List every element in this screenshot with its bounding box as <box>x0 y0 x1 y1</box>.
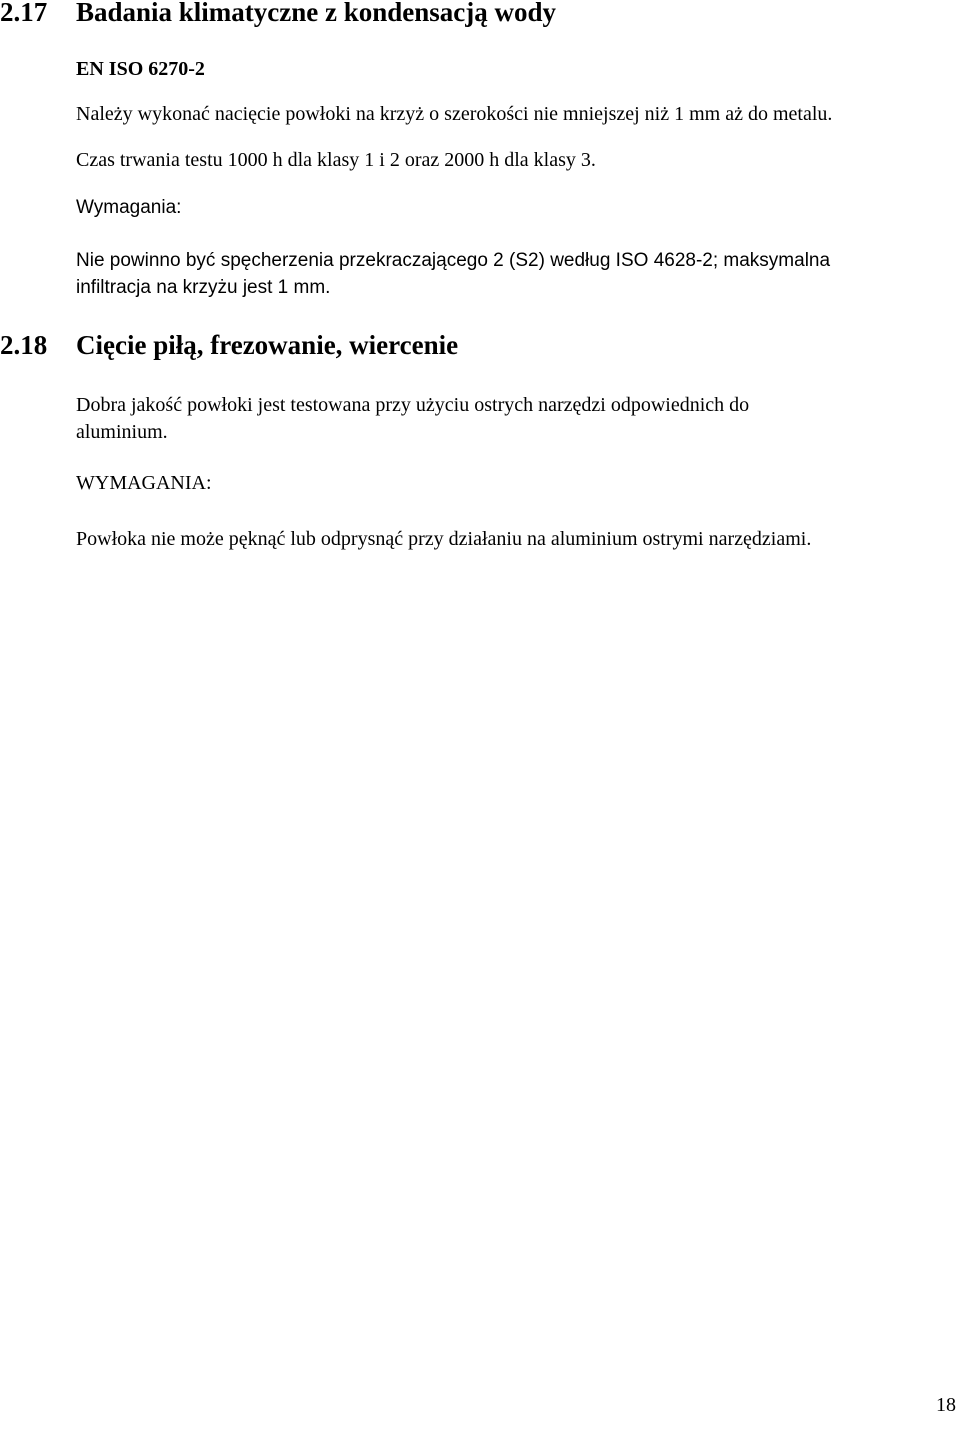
requirements-text-line: Nie powinno być spęcherzenia przekraczającego 2 (S2) według ISO 4628-2; maksymalna <box>76 250 831 271</box>
page-number: 18 <box>936 1394 956 1416</box>
section-title: Badania klimatyczne z kondensacją wody <box>76 0 557 27</box>
requirements-text: Powłoka nie może pęknąć lub odprysnąć przy działaniu na aluminium ostrymi narzędziami. <box>76 528 812 550</box>
section-heading-2-17 <box>0 0 700 28</box>
paragraph-line: Dobra jakość powłoki jest testowana przy użyciu ostrych narzędzi odpowiednich do <box>76 394 750 416</box>
section-heading-2-18 <box>0 329 700 361</box>
section-number: 2.17 <box>0 0 48 27</box>
paragraph-line: Czas trwania testu 1000 h dla klasy 1 i 2 oraz 2000 h dla klasy 3. <box>76 149 596 171</box>
paragraph-line: Należy wykonać nacięcie powłoki na krzyż o szerokości nie mniejszej niż 1 mm aż do metalu. <box>76 103 833 125</box>
requirements-text-line: infiltracja na krzyżu jest 1 mm. <box>76 277 331 298</box>
requirements-label: WYMAGANIA: <box>76 472 212 494</box>
standard-reference: EN ISO 6270-2 <box>76 58 205 80</box>
requirements-label: Wymagania: <box>76 197 182 218</box>
paragraph-line: aluminium. <box>76 421 168 443</box>
section-number: 2.18 <box>0 330 48 360</box>
section-title: Cięcie piłą, frezowanie, wiercenie <box>76 330 459 360</box>
